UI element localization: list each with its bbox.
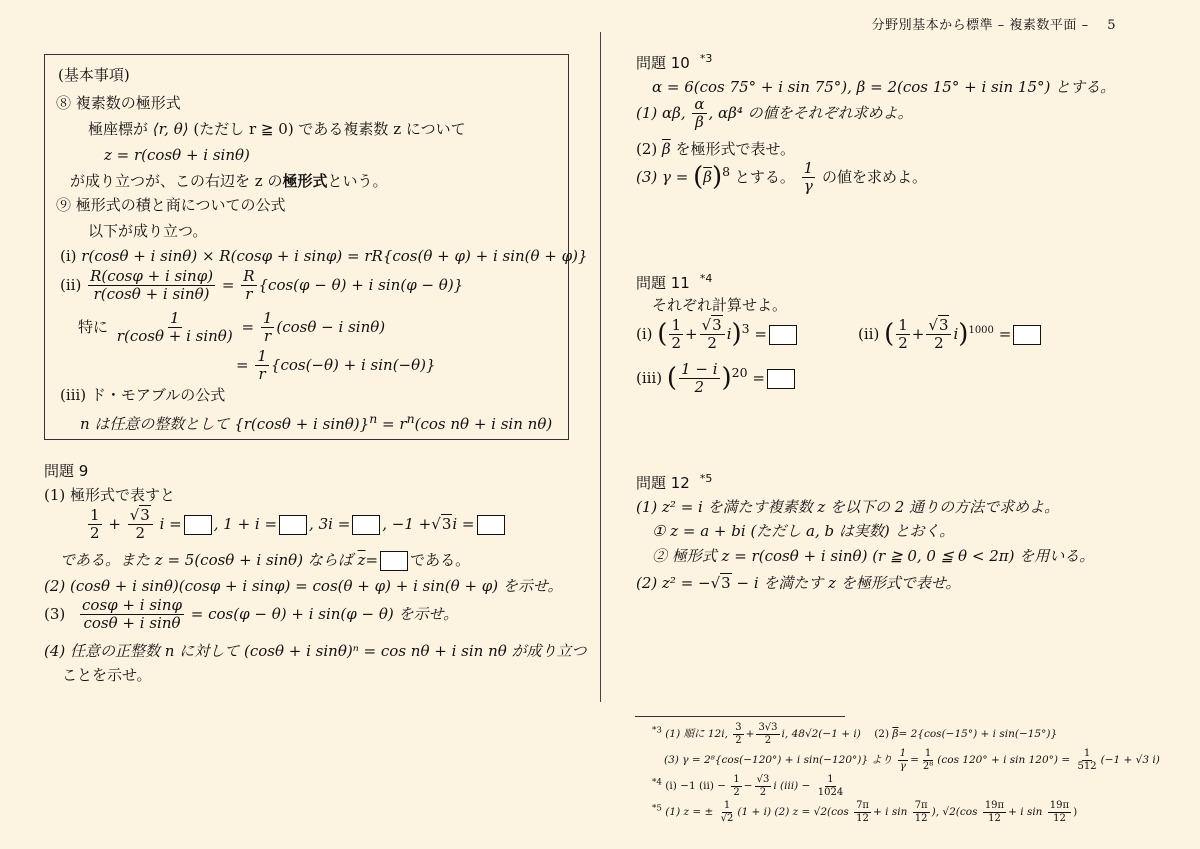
fraction: [700, 317, 725, 353]
p12-method-2: ② 極形式 z = r(cosθ + i sinθ) (r ≧ 0, 0 ≦ θ < 2π) を用いる。: [652, 547, 1095, 565]
fraction: [926, 317, 951, 353]
text: + i sin: [873, 806, 908, 818]
numerator: 19π: [1049, 800, 1070, 811]
fraction: [692, 96, 706, 132]
paren: (: [884, 318, 895, 349]
numerator: 1: [262, 309, 273, 327]
denominator: r: [245, 285, 253, 304]
denominator: 12: [1053, 812, 1066, 824]
fraction: [241, 268, 256, 304]
label: (2): [874, 728, 890, 740]
numerator: 1: [924, 748, 932, 759]
p9-q1-line3: [60, 551, 470, 571]
text: である。また z = 5(cosθ + i sinθ) ならば: [60, 551, 353, 569]
fraction: [88, 507, 102, 543]
p12-q2: (2) z² = −√3 − i を満たす z を極形式で表せ。: [636, 574, 961, 592]
paren: ): [958, 318, 969, 349]
exponent: n: [406, 411, 415, 426]
running-header: [872, 14, 1116, 33]
minus: −: [743, 780, 753, 792]
footnote-mark: *5: [699, 472, 713, 485]
numerator: √3: [128, 507, 153, 525]
section-8-title: ⑧ 複素数の極形式: [56, 94, 181, 112]
text: (1) 順に 12i,: [665, 728, 728, 740]
text: という。: [327, 172, 388, 190]
text: = r: [382, 415, 407, 433]
fraction: [913, 800, 930, 824]
answer-blank[interactable]: [477, 515, 505, 535]
text: i, 48√2(−1 + i): [781, 728, 861, 740]
text: とする。: [734, 167, 795, 186]
numerator: 1: [257, 347, 267, 365]
page-number: 5: [1107, 18, 1116, 33]
p12-q1: (1) z² = i を満たす複素数 z を以下の 2 通りの方法で求めよ。: [636, 498, 1060, 516]
denominator: 2: [135, 524, 146, 543]
plus: +: [745, 728, 755, 740]
p11-ii: [858, 317, 1043, 353]
plus: +: [108, 514, 121, 533]
denominator: 2: [735, 734, 742, 746]
label: (3): [44, 604, 66, 623]
denominator: cosθ + i sinθ: [83, 614, 181, 633]
answer-blank[interactable]: [380, 551, 408, 571]
denominator: 2: [694, 378, 705, 397]
title-text: 問題 11: [636, 274, 690, 292]
numerator: 1: [169, 309, 180, 327]
fraction: [816, 774, 845, 798]
p11-iii: [636, 361, 797, 397]
text: ), √2(cos: [931, 806, 978, 818]
denominator: 2: [90, 524, 100, 543]
fraction: [731, 774, 741, 798]
numerator: 1: [898, 316, 908, 334]
paren: ): [721, 362, 732, 393]
answer-blank[interactable]: [352, 515, 380, 535]
de-moivre-formula: [80, 411, 552, 435]
header-title: 分野別基本から標準 – 複素数平面 –: [871, 18, 1089, 33]
denominator: 2⁸: [922, 760, 934, 772]
text: (cos 120° + i sin 120°) =: [937, 754, 1071, 766]
denominator: √2: [720, 812, 734, 824]
label: (2): [636, 140, 658, 158]
title-text: 問題 10: [636, 54, 690, 72]
label: (ⅱ): [858, 324, 880, 343]
p9-q4-line2: ことを示せ。: [62, 666, 152, 684]
paren: (: [657, 318, 668, 349]
section-9-title: ⑨ 極形式の積と商についての公式: [56, 196, 286, 214]
exponent: 1000: [968, 324, 994, 336]
text: の値を求めよ。: [821, 167, 927, 186]
equals: =: [752, 368, 765, 387]
radicand: 3: [712, 316, 722, 334]
column-divider: [600, 32, 601, 702]
denominator: r: [264, 327, 272, 346]
numerator: √3: [926, 317, 951, 335]
footnote-rule: [635, 716, 845, 717]
fraction: [1048, 800, 1071, 824]
footnote-mark: *3: [652, 725, 662, 736]
formula-iii-title: (ⅲ) ド・モアブルの公式: [60, 386, 226, 404]
section-9-intro: 以下が成り立つ。: [88, 222, 208, 240]
text: {r(cosθ + i sinθ)}: [234, 415, 370, 433]
fraction: [80, 597, 184, 633]
formula-ii: [60, 268, 463, 304]
answer-blank[interactable]: [184, 515, 212, 535]
p9-q4-line1: (4) 任意の正整数 n に対して (cosθ + i sinθ)ⁿ = cos nθ + i sin nθ が成り立つ: [44, 642, 587, 660]
fraction: [756, 722, 779, 746]
numerator: 1: [723, 800, 731, 811]
footnote-mark: *4: [699, 272, 713, 285]
paren: ): [711, 161, 723, 192]
denominator: r: [258, 365, 266, 384]
label: 特に: [78, 317, 109, 336]
denominator: β: [695, 113, 704, 132]
numerator: 3: [735, 722, 742, 733]
label: (ⅰ): [636, 324, 653, 343]
fraction: [1076, 748, 1099, 772]
fraction: [854, 800, 871, 824]
special-case: [78, 310, 385, 346]
denominator: 512: [1077, 760, 1097, 772]
footnote-5: [652, 800, 1077, 824]
text: (ⅰ) −1 (ⅱ) −: [665, 780, 727, 792]
answer-blank[interactable]: [769, 325, 797, 345]
problem-12-title: [636, 472, 712, 494]
numerator: 7π: [914, 800, 928, 811]
p10-q2: [636, 140, 795, 160]
denominator: 2: [898, 334, 908, 353]
fraction: [896, 317, 910, 353]
answer-blank[interactable]: [279, 515, 307, 535]
text: {cos(−θ) + i sin(−θ)}: [270, 355, 436, 374]
p9-q1-intro: (1) 極形式で表すと: [44, 486, 176, 504]
text: , αβ⁴ の値をそれぞれ求めよ。: [708, 103, 913, 122]
fraction: [88, 268, 215, 304]
fraction: [755, 774, 772, 798]
special-case-2: [236, 348, 436, 384]
text: = cos(φ − θ) + i sin(φ − θ) を示せ。: [190, 604, 459, 623]
footnote-mark: *4: [652, 777, 662, 788]
numerator: 1: [899, 748, 907, 759]
p10-q3: [636, 160, 927, 196]
imag-unit: i: [953, 324, 959, 343]
p9-q3: [44, 597, 458, 633]
numerator: √3: [700, 317, 725, 335]
equals: =: [221, 275, 235, 294]
fraction: [679, 361, 719, 397]
polar-form-formula: z = r(cosθ + i sinθ): [104, 146, 250, 164]
fraction: [802, 160, 816, 196]
beta-conjugate: $\overline{\beta}$: [892, 728, 899, 740]
numerator: 1: [671, 316, 681, 334]
equals: =: [998, 324, 1012, 343]
text: 極座標が: [88, 120, 149, 138]
section-8-line-3: [70, 172, 387, 192]
text: , −1 +: [382, 514, 432, 533]
footnote-3-line-1: [652, 722, 1057, 746]
text: が成り立つが、この右辺を z の: [70, 172, 283, 190]
equals: =: [236, 355, 249, 374]
numerator: 1: [1083, 748, 1091, 759]
basic-facts-title: (基本事項): [58, 66, 130, 84]
radicand: 3: [140, 506, 150, 524]
denominator: 2: [759, 786, 767, 798]
text: i (ⅲ) −: [773, 780, 811, 792]
fraction: [719, 800, 736, 824]
fraction: [898, 748, 908, 772]
equals: =: [754, 324, 767, 343]
footnote-3-line-2: [664, 748, 1160, 772]
numerator: 1: [803, 159, 814, 177]
label: (ⅲ): [636, 368, 663, 387]
exponent: n: [369, 411, 378, 426]
imag-unit: i: [726, 324, 732, 343]
text: ): [1073, 806, 1078, 818]
text: を極形式で表せ。: [675, 140, 796, 158]
plus: +: [685, 324, 698, 343]
text: − i を満たす z を極形式で表せ。: [736, 574, 961, 592]
footnote-4: [652, 774, 847, 798]
numerator: 1: [827, 774, 834, 785]
numerator: 1: [733, 774, 740, 785]
numerator: 7π: [856, 800, 869, 811]
text: (2) z² = −: [636, 574, 711, 592]
z-conjugate: $\overline{z}$: [357, 551, 366, 569]
text: (1) z = ±: [665, 806, 714, 818]
title-text: 問題 12: [636, 474, 690, 492]
numerator: 1 − i: [681, 360, 718, 378]
label: (ⅰ): [60, 247, 77, 265]
numerator: R: [243, 267, 255, 285]
radicand: 3: [938, 316, 949, 334]
text: i =: [159, 514, 182, 533]
p9-q1-blanks: $\frac{1}{2}$ + $\frac{√3}{2}$ i = , 1 + i = , 3i = , −1 +√3i =: [86, 507, 507, 543]
paren: (: [666, 362, 678, 393]
product-formula: r(cosθ + i sinθ) × R(cosφ + i sinφ) = rR{cos(θ + φ) + i sin(θ + φ)}: [81, 247, 588, 265]
text: (cos nθ + i sin nθ): [414, 415, 553, 433]
numerator: 3√3: [758, 722, 778, 733]
formula-i: [60, 247, 588, 267]
denominator: 2: [671, 334, 681, 353]
equals: =: [241, 317, 255, 336]
text: (ただし r ≧ 0) である複素数 z について: [193, 120, 466, 138]
fraction: [128, 507, 153, 543]
text: (3) γ =: [636, 167, 689, 186]
text: , 1 + i =: [213, 514, 278, 533]
text: + i sin: [1008, 806, 1043, 818]
text: (cosθ − i sinθ): [276, 317, 386, 336]
problem-11-title: [636, 272, 712, 294]
denominator: 2: [707, 334, 717, 353]
denominator: r(cosθ + i sinθ): [93, 285, 210, 304]
bold-term: 極形式: [282, 172, 328, 190]
p11-i: [636, 317, 799, 353]
denominator: γ: [899, 760, 906, 772]
paren: (: [693, 161, 704, 192]
denominator: 12: [914, 812, 928, 824]
beta-conjugate: $\overline{\beta}$: [703, 167, 712, 186]
text: n は任意の整数として: [80, 415, 230, 433]
equals: =: [910, 754, 919, 766]
footnote-mark: *3: [699, 52, 713, 65]
label: (ⅱ): [60, 275, 82, 294]
text: である。: [410, 551, 471, 569]
denominator: 12: [856, 812, 869, 824]
denominator: 12: [988, 812, 1001, 824]
p10-q1: [636, 96, 913, 132]
exponent: 8: [722, 163, 731, 179]
exponent: 20: [731, 364, 748, 380]
p10-given: α = 6(cos 75° + i sin 75°), β = 2(cos 15° + i sin 15°) とする。: [652, 78, 1116, 96]
answer-blank[interactable]: [767, 369, 795, 389]
denominator: 2: [733, 786, 740, 798]
numerator: √3: [756, 774, 770, 785]
text: = 2{cos(−15°) + i sin(−15°)}: [898, 728, 1058, 740]
denominator: 1024: [817, 786, 844, 798]
fraction: [921, 748, 935, 772]
denominator: 2: [934, 334, 944, 353]
numerator: 1: [90, 506, 100, 524]
text: {cos(φ − θ) + i sin(φ − θ)}: [258, 275, 464, 294]
text: (−1 + √3 i): [1100, 754, 1160, 766]
problem-9-title: 問題 9: [44, 462, 89, 480]
radicand: 3: [441, 514, 452, 533]
denominator: 2: [764, 734, 772, 746]
exponent: 3: [741, 320, 750, 336]
text: (1 + i) (2) z = √2(cos: [737, 806, 849, 818]
numerator: 19π: [984, 800, 1005, 811]
fraction: [255, 348, 269, 384]
text: , 3i =: [309, 514, 351, 533]
text: i =: [452, 514, 475, 533]
polar-coord: ⟨r, θ⟩: [152, 120, 189, 138]
fraction: [733, 722, 743, 746]
beta-conjugate: $\overline{\beta}$: [662, 140, 671, 158]
fraction: [115, 310, 235, 346]
fraction: [669, 317, 683, 353]
paren: ): [731, 318, 742, 349]
plus: +: [911, 324, 925, 343]
radicand: 3: [721, 574, 731, 592]
p9-q2: (2) (cosθ + i sinθ)(cosφ + i sinφ) = cos(θ + φ) + i sin(θ + φ) を示せ。: [44, 577, 563, 595]
text: (3) γ = 2⁸{cos(−120°) + i sin(−120°)} より: [664, 754, 893, 766]
denominator: r(cosθ + i sinθ): [116, 327, 233, 346]
problem-10-title: [636, 52, 712, 74]
fraction: [983, 800, 1006, 824]
fraction: [261, 310, 275, 346]
denominator: γ: [803, 177, 813, 196]
numerator: R(cosφ + i sinφ): [90, 267, 214, 285]
answer-blank[interactable]: [1013, 325, 1041, 345]
numerator: cosφ + i sinφ: [82, 596, 182, 614]
p11-intro: それぞれ計算せよ。: [652, 296, 788, 314]
section-8-line-1: [88, 120, 466, 140]
text: (1) αβ,: [636, 103, 686, 122]
numerator: α: [694, 95, 705, 113]
footnote-mark: *5: [652, 803, 662, 814]
equals: =: [365, 551, 379, 569]
p12-method-1: ① z = a + bi (ただし a, b は実数) とおく。: [652, 522, 955, 540]
